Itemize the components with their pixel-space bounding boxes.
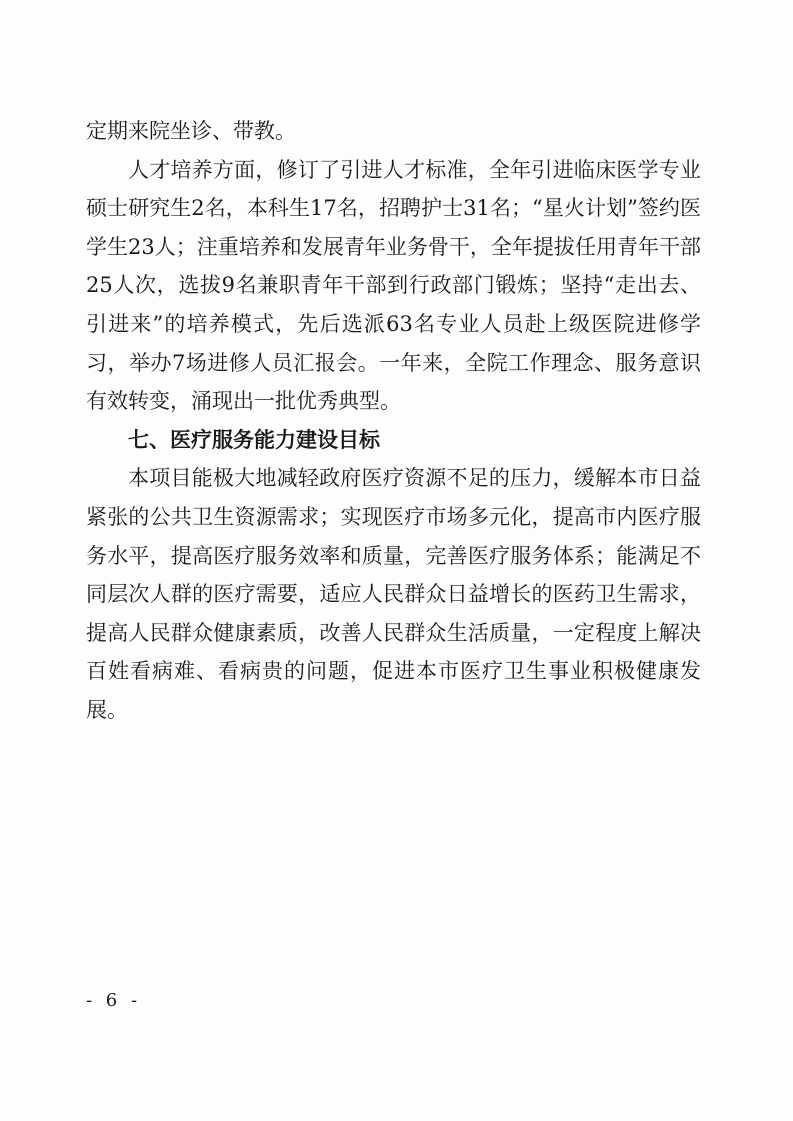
- section-heading: 七、医疗服务能力建设目标: [128, 427, 380, 452]
- paragraph-continuation: 定期来院坐诊、带教。: [86, 119, 296, 143]
- paragraph-talent-training: 人才培养方面，修订了引进人才标准，全年引进临床医学专业硕士研究生2名，本科生17名，招聘护士31名；“星火计划”签约医学生23人；注重培养和发展青年业务骨干，全年提拔任用青年干部25人次，选拔9名兼职青年干部到行政部门锻炼；坚持“走出去、引进来”的培养模式，先后选派63名专业人员赴上级医院进修学习，举办7场进修人员汇报会。一年来，全院工作理念、服务意识有效转变，涌现出一批优秀典型。: [86, 157, 701, 414]
- document-body: [86, 112, 701, 730]
- paragraph-service-goal: 本项目能极大地减轻政府医疗资源不足的压力，缓解本市日益紧张的公共卫生资源需求；实现医疗市场多元化，提高市内医疗服务水平，提高医疗服务效率和质量，完善医疗服务体系；能满足不同层次人群的医疗需要，适应人民群众日益增长的医药卫生需求，提高人民群众健康素质，改善人民群众生活质量，一定程度上解决百姓看病难、看病贵的问题，促进本市医疗卫生事业积极健康发展。: [86, 466, 701, 722]
- page-number: - 6 -: [86, 990, 142, 1011]
